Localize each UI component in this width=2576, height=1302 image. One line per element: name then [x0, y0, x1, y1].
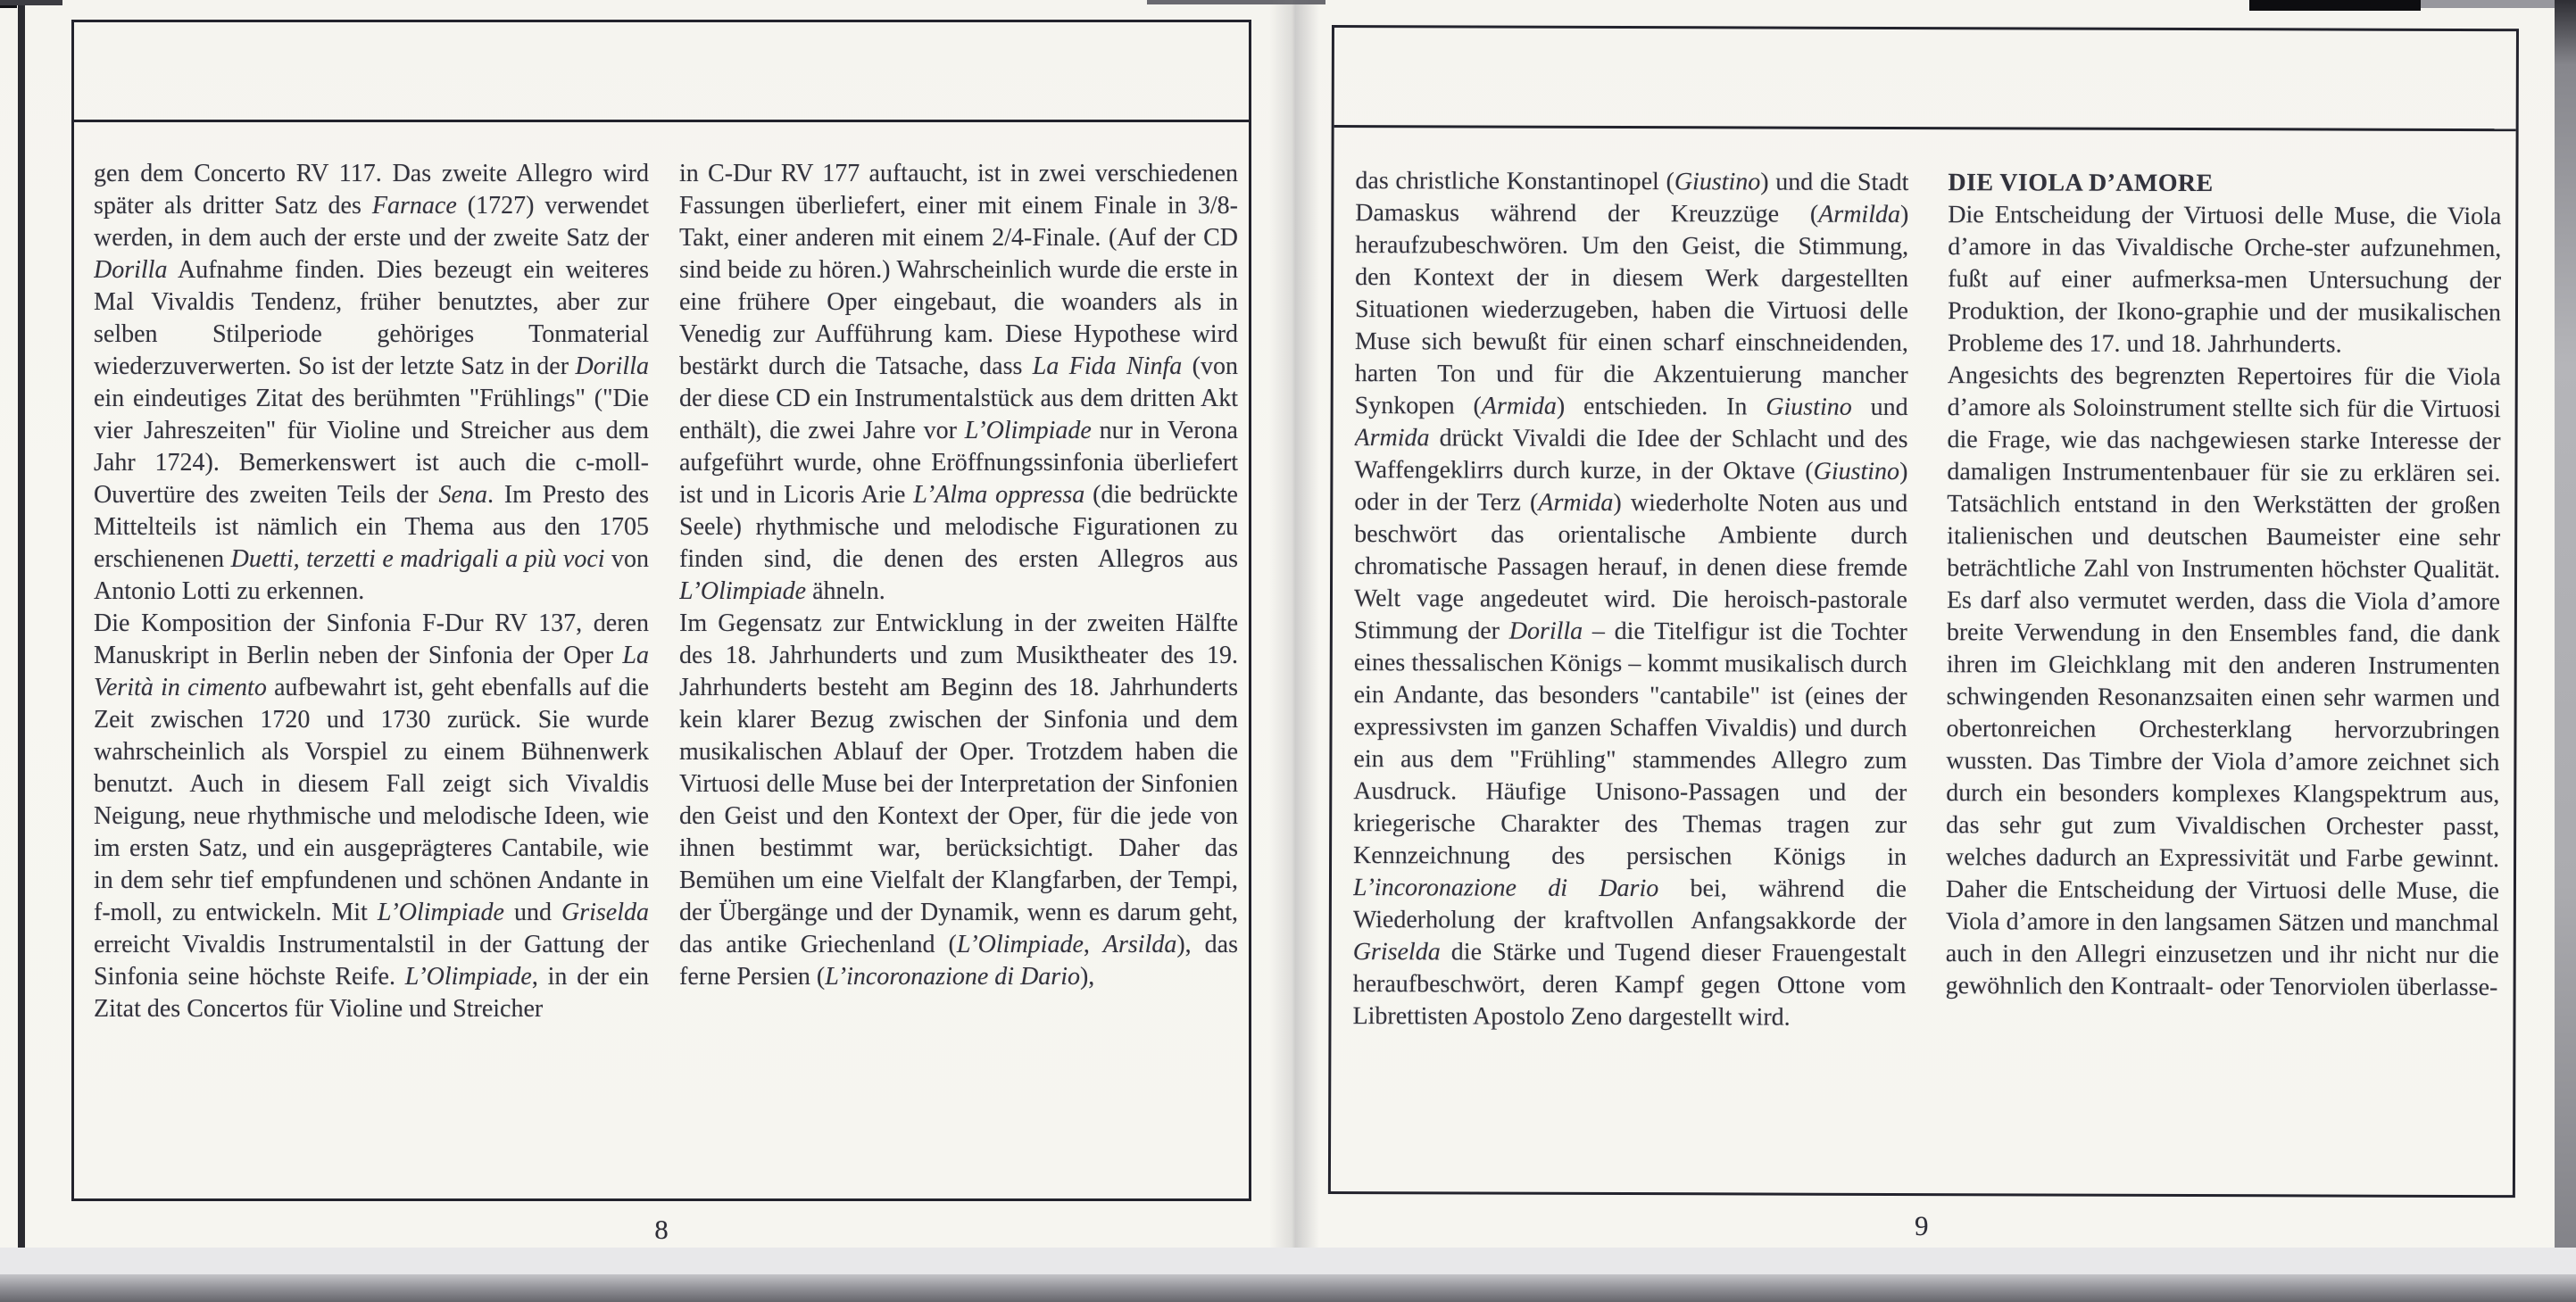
paragraph: gen dem Concerto RV 117. Das zweite Allegro wird später als dritter Satz des Farnace (1727) verwendet werden, in dem auch der erste und der zweite Satz der Dorilla Aufnahme finden. Dies bezeugt ein weiteres Mal Vivaldis Tendenz, früher benutztes, aber zur selben Stilperiode gehöriges Tonmaterial wiederzuverwerten. So ist der letzte Satz in der Dorilla ein eindeutiges Zitat des berühmten "Frühlings" ("Die vier Jahreszeiten" für Violine und Streicher aus dem Jahr 1724). Bemerkenswert ist auch die c-moll-Ouvertüre des zweiten Teils der Sena. Im Presto des Mittelteils ist nämlich ein Thema aus den 1705 erschienenen Duetti, terzetti e madrigali a più voci von Antonio Lotti zu erkennen. [94, 160, 649, 605]
text-column [679, 158, 1238, 1191]
booklet-page-left [71, 20, 1251, 1273]
paragraph: Die Entscheidung der Virtuosi delle Muse, die Viola d’amore in das Vivaldische Orche-ster aufzunehmen, fußt auf einer aufmerksa-men Untersuchung der Produktion, der Ikono-graphie und der musikalischen Probleme des 17. und 18. Jahrhunderts. [1947, 201, 2502, 359]
scan-edge-left [18, 0, 25, 1256]
paragraph: Angesichts des begrenzten Repertoires für die Viola d’amore als Soloinstrument stellte sich für die Virtuosi die Frage, wie das nachgewiesen starke Interesse der damaligen Instrumentenbauer für sie zu erklären sei. Tatsächlich entstand in den Werkstätten der großen italienischen und deutschen Baumeister eine sehr beträchtliche Zahl von Instrumenten höchster Qualität. Es darf also vermutet werden, dass die Viola d’amore breite Verwendung in den Ensembles fand, die dank ihren im Gleichklang mit den anderen Instrumenten schwingenden Resonanzsaiten einen sehr warmen und obertonreichen Orchesterklang hervorzubringen wussten. Das Timbre der Viola d’amore zeichnet sich durch ein besonders komplexes Klangspektrum aus, das sehr gut zum Vivaldischen Orchester passt, welches dadurch an Expressivität und Farbe gewinnt. Daher die Entscheidung der Virtuosi delle Muse, die Viola d’amore in den langsamen Sätzen und manchmal auch in den Allegri einzusetzen und ihr nicht nur die gewöhnlich den Kontraalt- oder Tenorviolen überlasse- [1945, 361, 2501, 1002]
booklet-spine-shadow [1269, 0, 1319, 1251]
paragraph: Die Komposition der Sinfonia F-Dur RV 137, deren Manuskript in Berlin neben der Sinfonia der Oper La Verità in cimento aufbewahrt ist, geht ebenfalls auf die Zeit zwischen 1720 und 1730 zurück. Sie wurde wahrscheinlich als Vorspiel zu einem Bühnenwerk benutzt. Auch in diesem Fall zeigt sich Vivaldis Neigung, neue rhythmische und melodische Ideen, wie im ersten Satz, und ein ausgeprägteres Cantabile, wie in dem sehr tief empfundenen und schönen Andante in f-moll, zu entwickeln. Mit L’Olimpiade und Griselda erreicht Vivaldis Instrumentalstil in der Gattung der Sinfonia seine höchste Reife. L’Olimpiade, in der ein Zitat des Concertos für Violine und Streicher [94, 610, 649, 1023]
paragraph: Im Gegensatz zur Entwicklung in der zweiten Hälfte des 18. Jahrhunderts und zum Musiktheater des 19. Jahrhunderts besteht am Beginn des 18. Jahrhunderts kein klarer Bezug zwischen der Sinfonia und dem musikalischen Ablauf der Oper. Trotzdem haben die Virtuosi delle Muse bei der Interpretation der Sinfonien den Geist und den Kontext der Oper, für die jede von ihnen bestimmt war, berücksichtigt. Daher das Bemühen um eine Vielfalt der Klangfarben, der Tempi, der Übergänge und der Dynamik, wenn es darum geht, das antike Griechenland (L’Olimpiade, Arsilda), das ferne Persien (L’incoronazione di Dario), [679, 610, 1238, 991]
paragraph: das christliche Konstantinopel (Giustino) und die Stadt Damaskus während der Kreuzzüge (Armilda) heraufzubeschwören. Um den Geist, die Stimmung, den Kontext der in diesem Werk dargestellten Situationen wiederzugeben, haben die Virtuosi delle Muse sich bewußt für einen scharf einschneidenden, harten Ton und für die Akzentuierung mancher Synkopen (Armida) entschieden. In Giustino und Armida drückt Vivaldi die Idee der Schlacht und des Waffengeklirrs durch kurze, in der Oktave (Giustino) oder in der Terz (Armida) wiederholte Noten aus und beschwört das orientalische Ambiente durch chromatische Passagen herauf, in denen diese fremde Welt vage angedeutet wird. Die heroisch-pastorale Stimmung der Dorilla – die Titelfigur ist die Tochter eines thessalischen Königs – kommt musikalisch durch ein Andante, das besonders "cantabile" ist (eines der expressivsten im ganzen Schaffen Vivaldis) und durch ein aus dem "Frühling" stammendes Allegro zum Ausdruck. Häufige Unisono-Passagen und der kriegerische Charakter des Themas tragen zur Kennzeichnung des persischen Königs in L’incoronazione di Dario bei, während die Wiederholung der kraftvollen Anfangsakkorde der Griselda die Stärke und Tugend dieser Frauengestalt heraufbeschwört, deren Kampf gegen Ottone vom Librettisten Apostolo Zeno dargestellt wird. [1352, 167, 1909, 1032]
scan-edge-top-segment [0, 0, 62, 5]
paragraph: in C-Dur RV 177 auftaucht, ist in zwei verschiedenen Fassungen überliefert, einer mit einem Finale in 3/8-Takt, einer anderen mit einem 2/4-Finale. (Auf der CD sind beide zu hören.) Wahrscheinlich wurde die erste in eine frühere Oper eingebaut, die woanders als in Venedig zur Aufführung kam. Diese Hypothese wird bestärkt durch die Tatsache, dass La Fida Ninfa (von der diese CD ein Instrumentalstück aus dem dritten Akt enthält), die zwei Jahre vor L’Olimpiade nur in Verona aufgeführt wurde, ohne Eröffnungssinfonia überliefert ist und in Licoris Arie L’Alma oppressa (die bedrückte Seele) rhythmische und melodische Figurationen zu finden sind, die denen des ersten Allegros aus L’Olimpiade ähneln. [679, 160, 1238, 605]
scan-edge-bottom [0, 1274, 2576, 1302]
page-number: 9 [1914, 1210, 1929, 1242]
section-heading: DIE VIOLA D’AMORE [1948, 169, 2214, 198]
text-column [94, 158, 649, 1191]
page-border-frame [1328, 25, 2519, 1198]
scan-edge-top-segment [2421, 0, 2576, 8]
scan-edge-top-segment [2249, 0, 2421, 11]
header-band-empty [1334, 28, 2516, 131]
page-border-frame [71, 20, 1251, 1201]
booklet-page-right [1328, 25, 2519, 1278]
page-number: 8 [654, 1214, 669, 1245]
text-column [1945, 167, 2502, 1191]
scan-edge-right [2555, 0, 2576, 1302]
text-column [1352, 165, 1909, 1190]
header-band-empty [74, 22, 1249, 122]
